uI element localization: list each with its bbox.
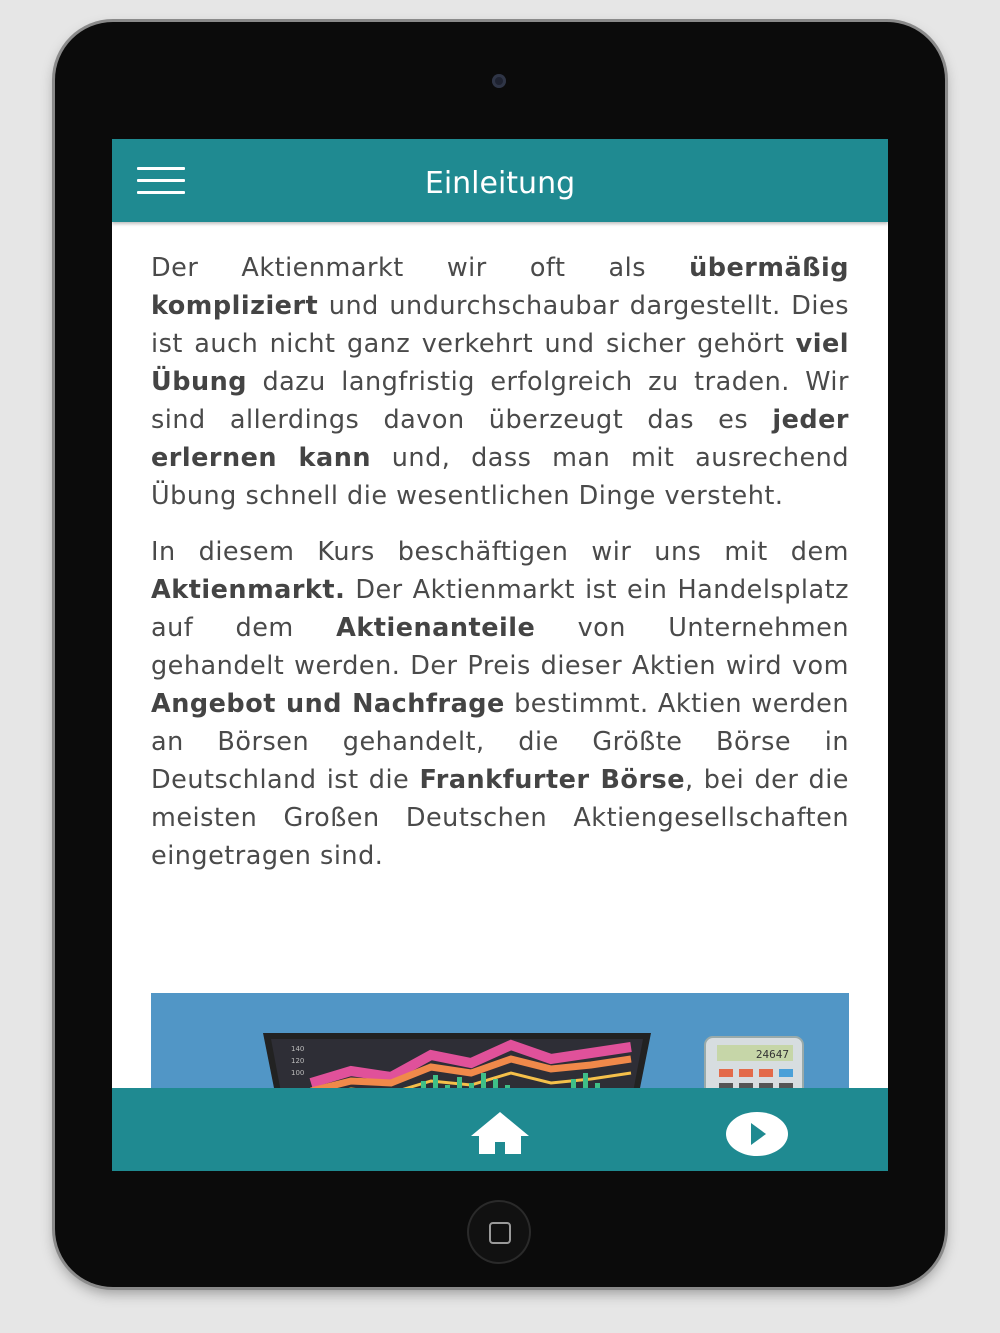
intro-paragraph xyxy=(151,249,849,515)
body-text: Der Aktienmarkt ist ein Handelsplatz auf dem xyxy=(151,575,849,643)
emphasis-text: Aktienmarkt. xyxy=(151,575,346,605)
emphasis-text: Aktienanteile xyxy=(336,613,536,643)
illustration-graphic xyxy=(151,993,849,1103)
hamburger-menu-icon[interactable] xyxy=(137,167,185,195)
emphasis-text: jeder erlernen kann xyxy=(151,405,849,473)
bottom-navigation xyxy=(112,1088,888,1171)
course-paragraph xyxy=(151,533,849,875)
page-title: Einleitung xyxy=(424,166,576,201)
article-content xyxy=(151,249,849,893)
home-icon[interactable] xyxy=(469,1110,531,1154)
tick-label: 140 xyxy=(291,1045,305,1053)
body-text: und, dass man mit ausrechend Übung schnell die wesentlichen Dinge versteht. xyxy=(151,443,850,511)
body-text: Der Aktienmarkt wir oft als xyxy=(151,253,690,283)
emphasis-text: Frankfurter Börse xyxy=(419,765,685,795)
tick-label: 100 xyxy=(291,1069,305,1077)
emphasis-text: viel Übung xyxy=(151,329,849,397)
play-circle-icon[interactable] xyxy=(725,1111,789,1157)
calculator-display: 24647 xyxy=(755,1048,789,1061)
tablet-frame xyxy=(55,22,945,1287)
body-text: bestimmt. Aktien werden an Börsen gehandelt, die Größte Börse in Deutschland ist die xyxy=(151,689,849,795)
app-screen xyxy=(112,139,888,1171)
camera-icon xyxy=(492,74,506,88)
tick-label: 120 xyxy=(291,1057,305,1065)
body-text: von Unternehmen gehandelt werden. Der Preis dieser Aktien wird vom xyxy=(151,613,849,681)
emphasis-text: übermäßig kompliziert xyxy=(151,253,849,321)
hardware-home-button[interactable] xyxy=(469,1202,529,1262)
emphasis-text: Angebot und Nachfrage xyxy=(151,689,505,719)
stock-market-illustration xyxy=(151,993,849,1103)
body-text: und undurchschaubar dargestellt. Dies ist auch nicht ganz verkehrt und sicher gehört xyxy=(151,291,849,359)
body-text: , bei der die meisten Großen Deutschen Aktiengesellschaften eingetragen sind. xyxy=(151,765,849,871)
body-text: In diesem Kurs beschäftigen wir uns mit dem xyxy=(151,537,849,567)
body-text: dazu langfristig erfolgreich zu traden. Wir sind allerdings davon überzeugt das es xyxy=(151,367,849,435)
app-bar xyxy=(112,139,888,222)
